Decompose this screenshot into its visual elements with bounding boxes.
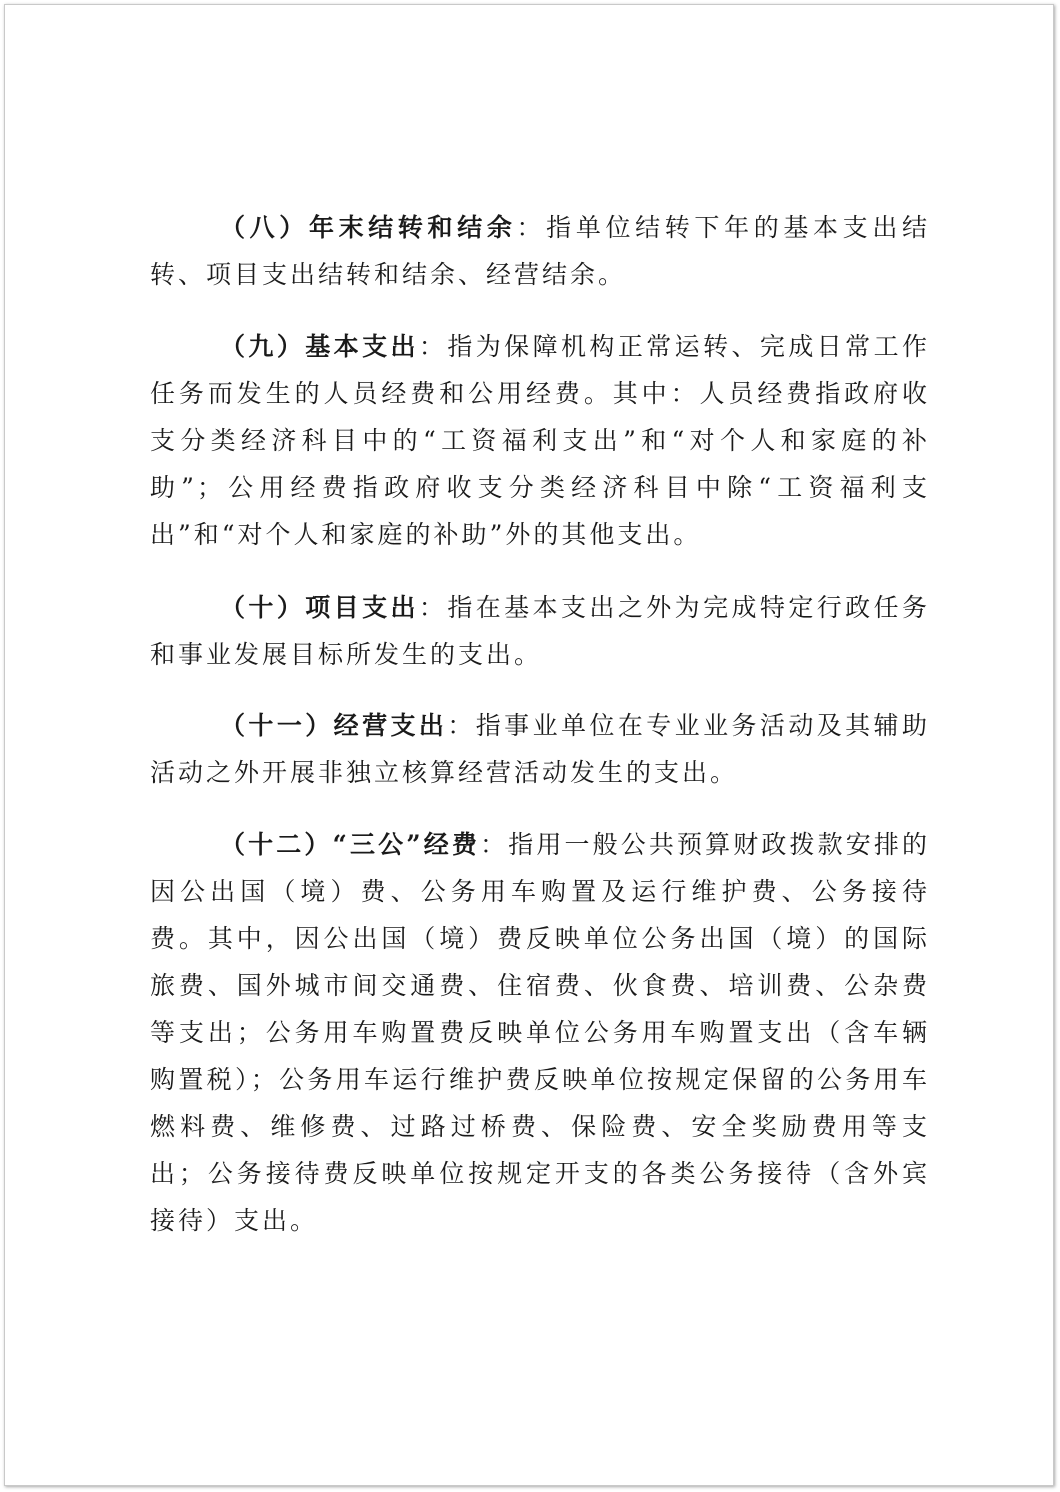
paragraph-project-expenditure: [150, 584, 930, 678]
definition-three-public-expenses: ：指用一般公共预算财政拨款安排的因公出国（境）费、公务用车购置及运行维护费、公务接待费。其中，因公出国（境）费反映单位公务出国（境）的国际旅费、国外城市间交通费、住宿费、伙食费、培训费、公杂费等支出；公务用车购置费反映单位公务用车购置支出（含车辆购置税）；公务用车运行维护费反映单位按规定保留的公务用车燃料费、维修费、过路过桥费、保险费、安全奖励费用等支出；公务接待费反映单位按规定开支的各类公务接待（含外宾接待）支出。: [150, 830, 930, 1235]
paragraph-operating-expenditure: [150, 702, 930, 796]
term-three-public-expenses: （十二）“三公”经费: [220, 830, 481, 859]
term-operating-expenditure: （十一）经营支出: [220, 711, 448, 740]
document-page: [4, 4, 1054, 1486]
term-year-end-balance: （八）年末结转和结余: [220, 213, 517, 242]
definition-basic-expenditure: ：指为保障机构正常运转、完成日常工作任务而发生的人员经费和公用经费。其中：人员经费指政府收支分类经济科目中的“工资福利支出”和“对个人和家庭的补助”；公用经费指政府收支分类经济科目中除“工资福利支出”和“对个人和家庭的补助”外的其他支出。: [150, 332, 930, 549]
definition-project-expenditure: ：指在基本支出之外为完成特定行政任务和事业发展目标所发生的支出。: [150, 593, 930, 669]
term-basic-expenditure: （九）基本支出: [220, 332, 419, 361]
paragraph-basic-expenditure: [150, 323, 930, 558]
paragraph-three-public-expenses: [150, 821, 930, 1244]
term-project-expenditure: （十）项目支出: [220, 593, 419, 622]
definition-year-end-balance: ：指单位结转下年的基本支出结转、项目支出结转和结余、经营结余。: [150, 213, 930, 289]
paragraph-year-end-balance: [150, 204, 930, 298]
definition-operating-expenditure: ：指事业单位在专业业务活动及其辅助活动之外开展非独立核算经营活动发生的支出。: [150, 711, 930, 787]
